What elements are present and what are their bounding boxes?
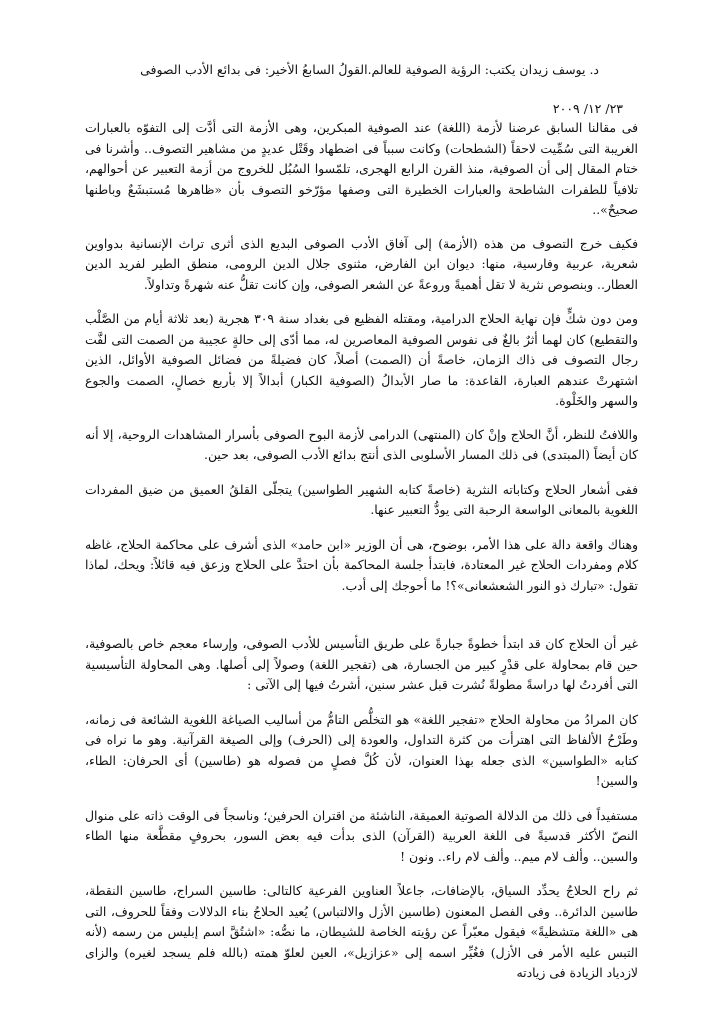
article-date: ٢٣/ ١٢/ ٢٠٠٩ <box>552 101 623 116</box>
paragraph-4: واللافتُ للنظر، أنَّ الحلاج وإنْ كان (المنتهى) الدرامى لأزمة البوح الصوفى بأسرار المشاهدات الروحية، إلا أنه كان أيضاً (المبتدى) فى ذلك المسار الأسلوبى الذى أنتج بدائع الأدب الصوفى، بعد حين. <box>85 426 638 462</box>
paragraph-7: غير أن الحلاج كان قد ابتدأ خطوةً جبارةً على طريق التأسيس للأدب الصوفى، وإرساء معجم خاص بالصوفية، حين قام بمحاولة على قدْرٍ كبير من الجسارة، هى (تفجير اللغة) وصولاً إلى أصلها. وهى المحاولة التأسيسية التى أفردتُ لها دراسةً مطولةً نُشرت قبل عشر سنين، أشرتُ فيها إلى الآتى : <box>85 636 638 692</box>
paragraph-9: مستفيداً فى ذلك من الدلالة الصوتية العميقة، الناشئة من اقتران الحرفين؛ وناسجاً فى الوقت ذاته على منوال النصّ الأكثر قدسيةً فى اللغة العربية (القرآن) الذى بدأت فيه بعض السور، بحروفٍ مقطَّعة منها الطاء والسين.. وألف لام ميم.. وألف لام راء.. ونون ! <box>85 807 638 864</box>
paragraph-1: فى مقالنا السابق عرضنا لأزمة (اللغة) عند الصوفية المبكرين، وهى الأزمة التى أدَّت إلى التفوّه بالعبارات الغريبة التى سُمِّيت لاحقاً (الشطحات) وكانت سبباً فى اضطهاد وقَتْل عديدٍ من مشاهير التصوف.. وأشرنا فى ختام المقال إلى أن الصوفية، منذ القرن الرابع الهجرى، تلمّسوا السُبُل للخروج من أزمة التعبير عن أحوالهم، تلافياً للطفرات الشاطحة والعبارات الخطيرة التى وصفها مؤرّخو التصوف بأن «ظاهرها مُستبشَعٌ وباطنها صحيحٌ».. <box>85 120 638 217</box>
article-body <box>85 118 638 984</box>
paragraph-8: كان المرادُ من محاولة الحلاج «تفجير اللغة» هو التخلُّص التامُّ من أساليب الصياغة اللغوية الشائعة فى زمانه، وطَرْحُ الألفاظ التى اهترأت من كثرة التداول، والعودة إلى (الحرف) وإلى الصيغة القرآنية. وهو ما نراه فى كتابه «الطواسين» الذى جعله بهذا العنوان، لأن كُلَّ فصلٍ من فصوله هو (طاسين) أى الحرفان: الطاء، والسين! <box>85 711 638 788</box>
paragraph-3: ومن دون شكٍّ فإن نهاية الحلاج الدرامية، ومقتله الفظيع فى بغداد سنة ٣٠٩ هجرية (بعد ثلاثة أيام من الصَّلْب والتقطيع) كان لهما أثرٌ بالغٌ فى نفوس الصوفية المعاصرين له، مما أدّى إلى حالةٍ عجيبة من الصمت التى لفَّت رجال التصوف فى ذاك الزمان، خاصةً أن (الصمت) أصلاً، كان فضيلةً من فضائل الصوفية الأوائل، الذين اشتهرتْ عندهم العبارة، القاعدة: ما صار الأبدالُ (الصوفية الكبار) أبدالاً إلا بأربع خصالٍ، الصمت والجوع والسهر والخَلْوة. <box>85 311 638 408</box>
paragraph-6: وهناك واقعة دالة على هذا الأمر، بوضوح، هى أن الوزير «ابن حامد» الذى أشرف على محاكمة الحلاج، غاظه كلام ومفردات الحلاج غير المعتادة، فابتدأ جلسة المحاكمة بأن احتدَّ على الحلاج وزعق فيه قائلاً: ويحك، لماذا تقول: «تبارك ذو النور الشعشعانى»؟! ما أحوجك إلى أدب. <box>85 536 638 593</box>
paragraph-10: ثم راح الحلاجُ يحدِّد السياق، بالإضافات، جاعلاً العناوين الفرعية كالتالى: طاسين السراج، طاسين النقطة، طاسين الدائرة.. وفى الفصل المعنون (طاسين الأزل والالتباس) يُعيد الحلاجُ بناء الدلالات وفقاً للحروف، التى هى «اللغة متشظيةً» فيقول معبّراً عن رؤيته الخاصة للشيطان، ما نصُّه: «اشتُقَّ اسم إبليس من رسمه (لأنه التبس عليه الأمر فى الأزل) فغُيِّر اسمه إلى «عزازيل»، العين لعلوّ همته (بالله فلم يسجد لغيره) والزاى لازدياد الزيادة فى زيادته <box>85 883 638 980</box>
paragraph-2: فكيف خرج التصوف من هذه (الأزمة) إلى آفاق الأدب الصوفى البديع الذى أثرى تراث الإنسانية بدواوين شعرية، عربية وفارسية، منها: ديوان ابن الفارض، مثنوى جلال الدين الرومى، منطق الطير لفريد الدين العطار.. وبنصوص نثرية لا تقل أهميةً وروعةً عن الشعر الصوفى، وإن كانت تقلُّ عنه شهرةً وتداولاً. <box>85 235 638 292</box>
paragraph-5: ففى أشعار الحلاج وكتاباته النثرية (خاصةً كتابه الشهير الطواسين) يتجلّى القلقُ العميق من ضيق المفردات اللغوية بالمعانى الواسعة الرحبة التى يودُّ التعبير عنها. <box>85 481 638 517</box>
article-title: د. يوسف زيدان يكتب: الرؤية الصوفية للعالم.القولُ السابعُ الأخير: فى بدائع الأدب الصوفى <box>140 62 599 77</box>
